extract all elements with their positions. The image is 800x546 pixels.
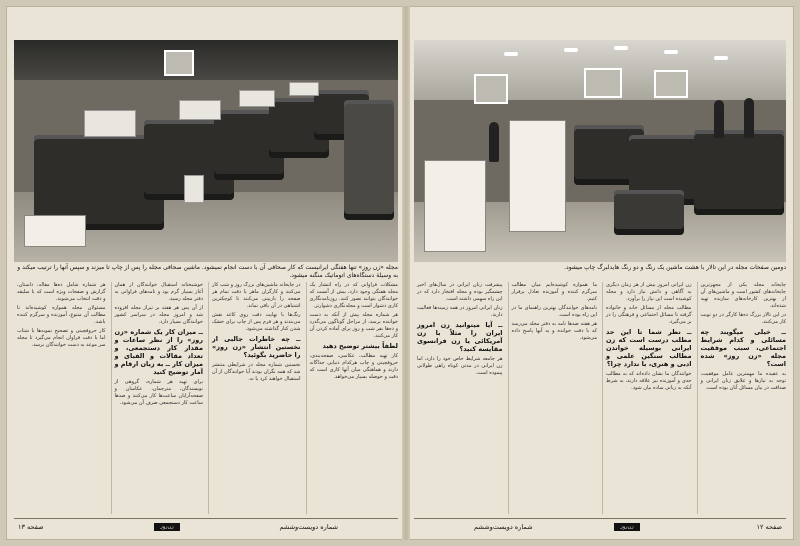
right-page-footer (414, 518, 786, 535)
page-number: صفحه ۱۲ (756, 523, 782, 531)
left-column-2 (208, 282, 301, 514)
column-headline: لطفاً بیشتر توضیح دهید (322, 342, 398, 350)
right-column-1 (697, 282, 787, 514)
magazine-logo: زن‌روز (614, 523, 640, 531)
left-photo-caption: مجله «زن روز» تنها هفتگی ایرانیست که کار صحافی آن با دست انجام نمیشود. ماشین صحافی مجله را پس از چاپ تا میزند و سپس آنها را ترتیب میکند و به وسیلهٔ دستگاه‌های اتوماتیک منگنه میشود. (17, 264, 398, 279)
paragraph: زن ایرانی امروز بیش از هر زمان دیگری به آگاهی و دانش نیاز دارد و مجله کوشیده است این نیاز را برآورد. (606, 282, 692, 302)
page-number: صفحه ۱۳ (18, 523, 44, 531)
paragraph: کار حروفچینی و تصحیح نمونه‌ها با شتاب اما با دقت فراوان انجام می‌گیرد تا مجله سر موعد به دست خوانندگان برسد. (17, 328, 106, 348)
left-text-columns (14, 282, 398, 514)
paragraph: هر شماره مجله پیش از آنکه به دست خواننده برسد، از مراحل گوناگون می‌گذرد و ده‌ها نفر شب و روز برای آماده کردن آن کار می‌کنند. (309, 312, 398, 339)
paragraph: هر هفته صدها نامه به دفتر مجله می‌رسد که با دقت خوانده و به آنها پاسخ داده می‌شود. (511, 321, 597, 341)
paragraph: هر جامعه شرایط خاص خود را دارد، اما زن ایرانی در مدتی کوتاه راهی طولانی پیموده است. (417, 356, 503, 376)
magazine-logo: زن‌روز (154, 523, 180, 531)
left-column-1 (306, 282, 399, 514)
paragraph: از آن پس هر هفته بر تیراژ مجله افزوده شد و امروز مجله در سراسر کشور خوانندگان بسیار دارد. (114, 305, 203, 325)
paragraph: مسئولان مجله همواره کوشیده‌اند تا مطالب آن متنوع، آموزنده و سرگرم کننده باشد. (17, 305, 106, 325)
left-column-4 (14, 282, 106, 514)
paragraph: خوشبختانه استقبال خوانندگان از همان آغاز بسیار گرم بود و نامه‌های فراوانی به دفتر مجله رسید. (114, 282, 203, 302)
right-column-4 (414, 282, 503, 514)
press-hall-photo (414, 40, 786, 262)
column-headline: ــ میزان کار یک شماره «زن روز» را از نظر ساعات و مقدار کار دستجمعی، و تعداد مقالات و الفبای و میزان کار ــ به زبان ارقام و آمار توضیح کنید (114, 328, 203, 376)
paragraph: پیشرفت زنان ایرانی در سال‌های اخیر چشمگیر بوده و مجله افتخار دارد که در این راه سهمی داشته است. (417, 282, 503, 302)
paragraph: رنگ‌ها با نهایت دقت روی کاغذ نقش می‌بندند و هر فرم پس از چاپ برای خشک شدن کنار گذاشته می‌شود. (212, 312, 301, 332)
paragraph: در چاپخانه ماشین‌های بزرگ روز و شب کار می‌کنند و کارگران ماهر با دقت تمام هر صفحه را بازبینی می‌کنند تا کوچکترین اشتباهی در آن باقی نماند. (212, 282, 301, 309)
paragraph: نامه‌های خوانندگان بهترین راهنمای ما در این راه بوده است. (511, 305, 597, 318)
paragraph: چاپخانه مجله یکی از مجهزترین چاپخانه‌های کشور است و ماشین‌های آن از بهترین کارخانه‌های سازنده تهیه شده‌اند. (700, 282, 786, 309)
column-headline: ــ نظر شما تا این حد مطلب درست است که زن ایرانی بوسیله خواندن مطالب سنگین علمی و ادبی و هنری، با ندارد چرا؟ (606, 328, 692, 368)
issue-number: شماره دویست‌وششم (279, 523, 338, 531)
right-column-3 (508, 282, 598, 514)
paragraph: نخستین شماره مجله در شرایطی منتشر شد که همه نگران بودند آیا خوانندگان از آن استقبال خواهند کرد یا نه. (212, 362, 301, 382)
column-headline: ــ آیا میتوانید زن امروز ایران را مثلاً با زن آمریکائی یا زن فرانسوی مقایسه کنید؟ (417, 321, 503, 353)
paragraph: به عقیده ما مهمترین عامل موفقیت، توجه به نیازها و علایق زنان ایرانی و صداقت در بیان مسائل آنان بوده است. (700, 371, 786, 391)
paragraph: خوانندگان ما نشان داده‌اند که به مطالب جدی و آموزنده نیز علاقه دارند، به شرط آنکه به زبانی ساده بیان شود. (606, 371, 692, 391)
left-page-footer (14, 518, 398, 535)
binding-machines-photo (14, 40, 398, 262)
left-column-3 (111, 282, 204, 514)
paragraph: زنان ایرانی امروز در همه زمینه‌ها فعالیت دارند. (417, 305, 503, 318)
right-photo-caption: دومین صفحات مجله در این تالار با هشت ماشین یک رنگ و دو رنگ هایدلبرگ چاپ میشود. (564, 264, 786, 271)
magazine-spread (6, 6, 794, 540)
paragraph: کار تهیه مطالب، عکاسی، صفحه‌بندی، حروفچینی و چاپ هرکدام دنیایی جداگانه دارند و هماهنگی میان آنها کاری است که دقت و حوصله بسیار می‌خواهد. (309, 353, 398, 380)
paragraph: مطالب مجله از مسائل خانه و خانواده گرفته تا مسائل اجتماعی و فرهنگی را در بر می‌گیرد. (606, 305, 692, 325)
paragraph: در این تالار بزرگ ده‌ها کارگر در دو نوبت کار می‌کنند. (700, 312, 786, 325)
column-headline: ــ چه خاطرات جالبی از نخستین انتشار «زن روز» را حاضرید بگوئید؟ (212, 335, 301, 359)
paragraph: برای تهیه هر شماره، گروهی از نویسندگان، مترجمان، عکاسان و صفحه‌آرایان ساعت‌ها کار می‌کنند و صدها ساعت کار دستجمعی صرف آن می‌شود. (114, 379, 203, 406)
paragraph: هر شماره شامل ده‌ها مقاله، داستان، گزارش و صفحات ویژه است که با سلیقه و دقت انتخاب می‌شوند. (17, 282, 106, 302)
page-gutter (402, 6, 410, 540)
paragraph: مشکلات فراوانی که در راه انتشار یک مجله هفتگی وجود دارد، بیش از آنست که خوانندگان بتوانند تصور کنند. روزنامه‌نگاری کاری دشوار است و مجله‌نگاری دشوارتر. (309, 282, 398, 309)
column-headline: ــ خیلی میگویند چه مسائلی و کدام شرایط اجتماعی، سبب موفقیت مجله «زن روز» شده است؟ (700, 328, 786, 368)
paragraph: ما همواره کوشیده‌ایم میان مطالب سرگرم کننده و آموزنده تعادل برقرار کنیم. (511, 282, 597, 302)
issue-number: شماره دویست‌وششم (474, 523, 533, 531)
right-column-2 (602, 282, 692, 514)
right-text-columns (414, 282, 786, 514)
